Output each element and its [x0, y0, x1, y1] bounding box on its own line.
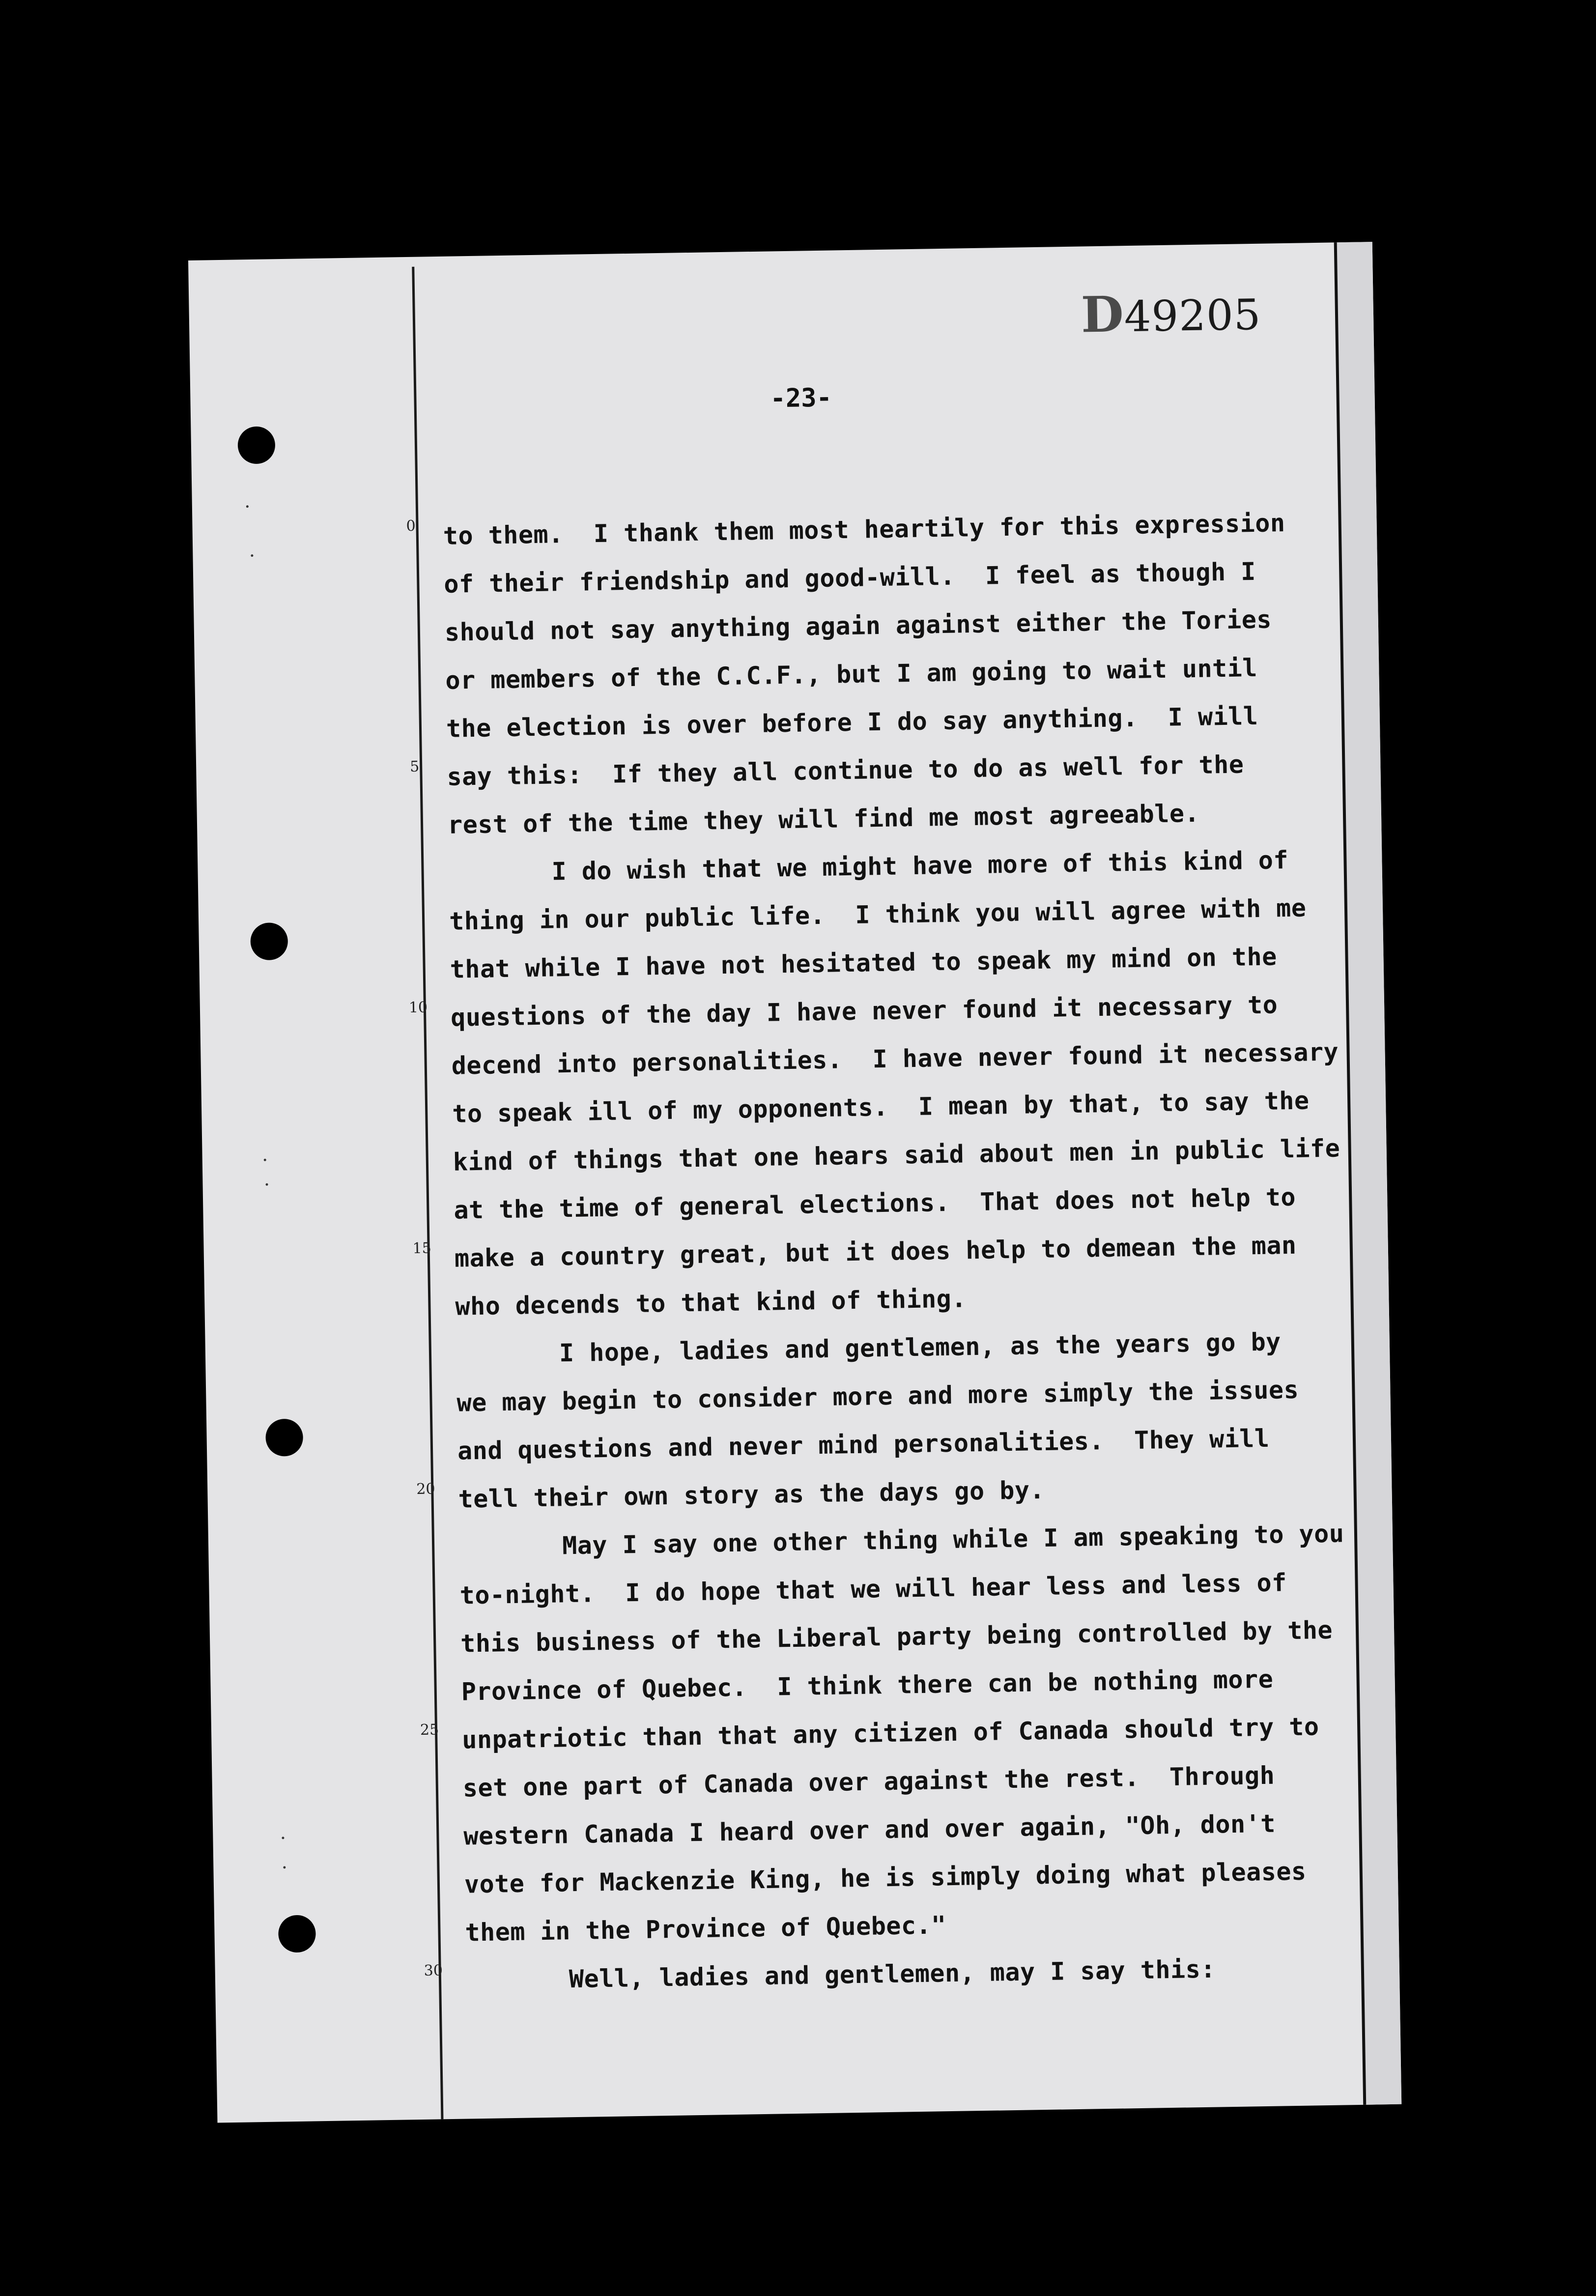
- line-number: 0: [406, 517, 416, 535]
- text-line: I do wish that we might have more of this kind of: [551, 845, 1289, 886]
- text-line: should not say anything again against either the Tories: [444, 605, 1272, 647]
- text-line: kind of things that one hears said about men in public life: [453, 1134, 1340, 1177]
- punch-hole: [265, 1419, 303, 1457]
- paper-speck: [264, 1159, 266, 1161]
- document-number-value: 49205: [1123, 290, 1262, 342]
- text-line: we may begin to consider more and more simply the issues: [456, 1375, 1299, 1417]
- text-line: I hope, ladies and gentlemen, as the years go by: [559, 1327, 1282, 1368]
- left-margin-rule: [409, 267, 443, 2120]
- text-line: questions of the day I have never found it necessary to: [450, 990, 1278, 1032]
- page-number: -23-: [770, 383, 832, 414]
- line-number: 15: [412, 1239, 432, 1258]
- text-line: who decends to that kind of thing.: [455, 1284, 967, 1321]
- text-line: Well, ladies and gentlemen, may I say this:: [569, 1954, 1216, 1994]
- text-line: thing in our public life. I think you will agree with me: [449, 893, 1307, 936]
- document-page: [188, 242, 1401, 2123]
- paper-speck: [251, 554, 253, 557]
- text-line: set one part of Canada over against the rest. Through: [462, 1761, 1275, 1803]
- paper-speck: [266, 1183, 268, 1186]
- text-line: that while I have not hesitated to speak my mind on the: [450, 942, 1278, 984]
- text-line: unpatriotic than that any citizen of Canada should try to: [461, 1712, 1319, 1754]
- line-number: 10: [408, 999, 428, 1017]
- text-line: and questions and never mind personalities. They will: [457, 1424, 1270, 1465]
- document-number-prefix: D: [1081, 285, 1125, 344]
- text-line: rest of the time they will find me most agreeable.: [447, 799, 1200, 839]
- punch-hole: [250, 922, 288, 960]
- text-line: the election is over before I do say anything. I will: [446, 701, 1258, 743]
- text-line: tell their own story as the days go by.: [458, 1475, 1045, 1514]
- text-line: to speak ill of my opponents. I mean by that, to say the: [452, 1086, 1310, 1128]
- text-line: vote for Mackenzie King, he is simply doing what pleases: [464, 1857, 1307, 1899]
- text-line: western Canada I heard over and over again, "Oh, don't: [463, 1809, 1276, 1851]
- paper-speck: [283, 1866, 285, 1868]
- paper-speck: [282, 1837, 284, 1839]
- text-line: decend into personalities. I have never found it necessary: [451, 1037, 1339, 1080]
- text-line: May I say one other thing while I am speaking to you: [562, 1519, 1344, 1560]
- page-right-strip: [1337, 242, 1402, 2105]
- text-line: make a country great, but it does help to demean the man: [454, 1231, 1297, 1273]
- line-number: 5: [409, 758, 420, 776]
- line-number: 25: [420, 1721, 439, 1739]
- text-line: say this: If they all continue to do as well for the: [447, 750, 1244, 791]
- text-line: Province of Quebec. I think there can be nothing more: [461, 1665, 1274, 1706]
- punch-hole: [278, 1915, 316, 1952]
- text-line: to-night. I do hope that we will hear less and less of: [459, 1568, 1287, 1610]
- line-number: 30: [424, 1962, 443, 1980]
- document-number: [1081, 283, 1261, 344]
- punch-hole: [237, 426, 275, 464]
- text-line: to them. I thank them most heartily for this expression: [443, 509, 1285, 550]
- line-number: 20: [416, 1480, 435, 1498]
- text-line: them in the Province of Quebec.": [465, 1911, 947, 1947]
- text-line: at the time of general elections. That does not help to: [453, 1182, 1296, 1225]
- text-line: or members of the C.C.F., but I am going to wait until: [445, 653, 1258, 695]
- text-line: this business of the Liberal party being controlled by the: [460, 1615, 1333, 1658]
- paper-speck: [246, 505, 249, 508]
- text-line: of their friendship and good-will. I feel as though I: [443, 557, 1256, 599]
